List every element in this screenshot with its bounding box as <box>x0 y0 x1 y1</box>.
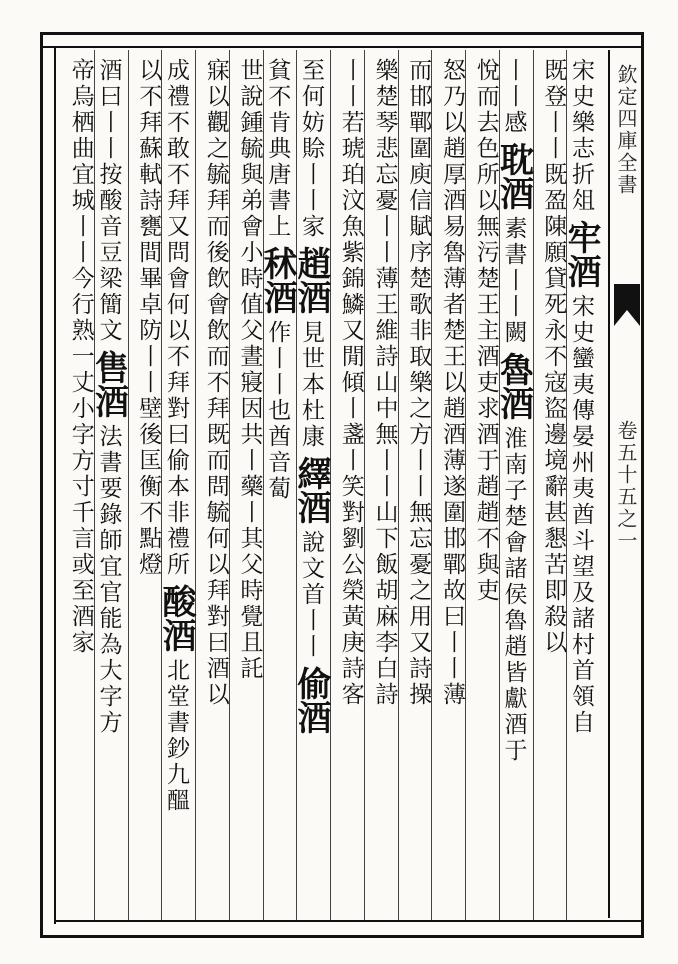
column-text: 既登丨丨既盈 <box>540 58 567 214</box>
entry-heading: 繹酒 <box>291 456 331 524</box>
text-column <box>64 58 92 918</box>
entry-heading: 趙酒 <box>291 246 331 314</box>
text-column <box>291 58 331 918</box>
column-text: 至何妨賒丨丨家 <box>298 58 324 240</box>
column-text: 丨丨感 <box>500 58 527 136</box>
left-rule <box>54 46 56 924</box>
entry-heading: 偷酒 <box>291 666 331 734</box>
entry-heading: 售酒 <box>88 350 129 418</box>
column-divider <box>296 50 297 920</box>
text-column <box>402 58 430 918</box>
column-text: 色所以無污 <box>472 136 499 266</box>
column-text: 一丈小字方寸千言或至酒家 <box>67 344 94 656</box>
text-column <box>156 58 196 918</box>
top-rule <box>40 46 644 48</box>
fish-tail-mark-icon <box>612 282 642 328</box>
column-divider <box>161 50 162 920</box>
entry-heading: 耽酒 <box>493 142 534 210</box>
column-text: 以不拜蘇軾詩甕間畢卓防丨丨壁後匡衡不點燈 <box>135 58 162 578</box>
entry-heading: 牢酒 <box>561 220 601 288</box>
text-column <box>199 58 227 918</box>
column-divider <box>128 50 129 920</box>
column-text: 作丨丨 <box>264 320 291 398</box>
column-text: 宋史樂志折俎 <box>568 58 594 214</box>
column-text: 也酋音蔔 <box>264 398 291 502</box>
text-column <box>435 58 463 918</box>
text-column <box>368 58 396 918</box>
text-column <box>132 58 160 918</box>
column-text: 淮南子楚會諸侯魯趙皆獻酒于 <box>500 426 527 764</box>
column-divider <box>431 50 432 920</box>
column-text: 楚王主酒吏求酒于趙趙不與吏 <box>472 266 499 604</box>
column-text: 而邯鄲圍庾信賦序楚歌非取樂之方丨丨無忘憂之用又詩操 <box>405 58 432 708</box>
text-column <box>257 58 298 918</box>
column-text: 上 <box>264 214 291 240</box>
text-column <box>561 58 601 918</box>
column-text: 世說鍾毓與弟會小時值父晝寢因共丨藥丨其父時覺且託 <box>236 58 263 682</box>
text-column <box>537 58 565 918</box>
entry-heading: 秫酒 <box>257 246 298 314</box>
column-text: 見世本杜康 <box>298 320 324 450</box>
entry-heading: 魯酒 <box>493 352 534 420</box>
column-text: 宋史蠻夷傳晏州夷酋斗望及諸村首領自 <box>568 294 594 736</box>
text-column <box>493 58 534 918</box>
column-text: 北堂書鈔九醞 <box>163 658 189 814</box>
text-column <box>88 58 129 918</box>
entry-heading: 酸酒 <box>156 584 196 652</box>
column-divider <box>195 50 196 920</box>
column-divider <box>465 50 466 920</box>
column-text: 法書要錄師宜官能為大字方 <box>95 424 122 736</box>
column-text: 帝烏栖曲宜城丨丨今行熟 <box>67 58 94 344</box>
column-text: 悅而去 <box>472 58 499 136</box>
column-text: 貧不肯典唐書 <box>264 58 291 214</box>
column-text: 酒曰丨丨按酸音豆梁簡文 <box>95 58 122 344</box>
text-column <box>233 58 261 918</box>
volume-label: 卷五十五之一 <box>614 420 638 552</box>
column-text: 丨丨若琥珀汶魚紫錦鱗又閒傾丨盞丨笑對劉公榮黃庚詩客 <box>337 58 364 708</box>
column-text: 陳願貸死永不寇盜邊境辭甚懇苦即殺以 <box>540 214 567 656</box>
column-text: 樂楚琴悲忘憂丨丨薄王維詩山中無丨丨山下飯胡麻李白詩 <box>371 58 398 708</box>
text-column <box>469 58 497 918</box>
column-text: 寐以觀之毓拜而後飲會飲而不拜既而問毓何以拜對曰酒以 <box>202 58 229 708</box>
column-text: 說文首丨丨 <box>298 530 324 660</box>
column-text: 成禮不敢不拜又問會何以不拜對曰偷本非禮所 <box>163 58 189 578</box>
bottom-rule <box>54 920 644 922</box>
text-column <box>334 58 362 918</box>
column-text: 素書丨丨闕 <box>500 216 527 346</box>
column-divider <box>566 50 567 920</box>
column-text: 怒乃以趙厚酒易魯薄者楚王以趙酒薄遂圍邯鄲故曰丨丨薄 <box>439 58 465 708</box>
book-title: 欽定四庫全書 <box>614 64 638 196</box>
